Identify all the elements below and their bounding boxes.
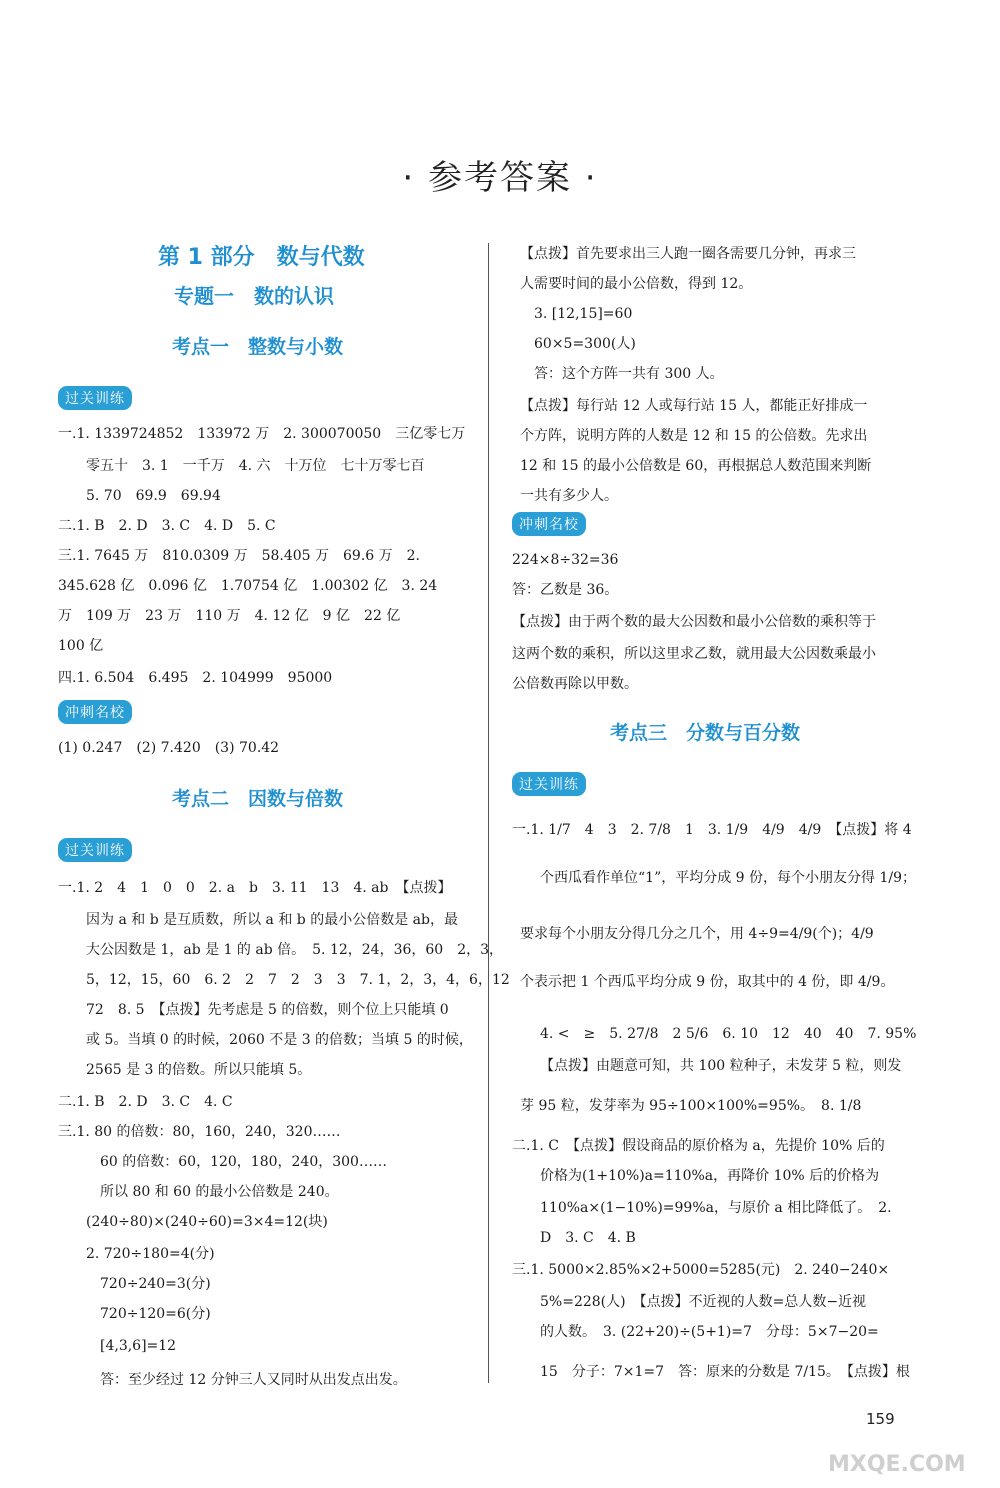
answer-line: 100 亿 [58,638,104,654]
answer-line: 720÷120=6(分) [100,1306,211,1322]
answer-line: 2. 720÷180=4(分) [86,1246,215,1262]
answer-line: 224×8÷32=36 [512,552,619,568]
answer-line: 芽 95 粒，发芽率为 95÷100×100%=95%。 8. 1/8 [520,1098,862,1114]
answer-line: 3. [12,15]=60 [534,306,633,322]
badge-training-1: 过关训练 [58,386,132,410]
answer-line: 这两个数的乘积，所以这里求乙数，就用最大公因数乘最小 [512,646,876,662]
answer-line: 一.1. 2 4 1 0 0 2. a b 3. 11 13 4. ab 【点拨】 [58,880,452,896]
answer-line: [4,3,6]=12 [100,1338,177,1354]
answer-line: 720÷240=3(分) [100,1276,211,1292]
answer-line: 【点拨】每行站 12 人或每行站 15 人，都能正好排成一 [520,398,868,414]
answer-line: 答：这个方阵一共有 300 人。 [534,366,724,382]
answer-line: 60 的倍数：60，120，180，240，300…… [100,1154,387,1170]
topic-heading: 专题一 数的认识 [174,284,334,308]
answer-line: 12 和 15 的最小公倍数是 60，再根据总人数范围来判断 [520,458,872,474]
column-divider [488,243,489,1383]
part-heading: 第 1 部分 数与代数 [158,245,365,270]
answer-line: D 3. C 4. B [540,1230,636,1246]
page-number: 159 [866,1410,895,1428]
answer-line: 答：至少经过 12 分钟三人又同时从出发点出发。 [100,1372,407,1388]
answer-line: 【点拨】由题意可知，共 100 粒种子，未发芽 5 粒，则发 [540,1058,902,1074]
answer-line: 大公因数是 1，ab 是 1 的 ab 倍。 5. 12，24，36，60 2，3， [86,942,504,958]
answer-line: 60×5=300(人) [534,336,636,352]
answer-line: 二.1. C 【点拨】假设商品的原价格为 a，先提价 10% 后的 [512,1138,885,1154]
answer-line: 二.1. B 2. D 3. C 4. C [58,1094,233,1110]
answer-line: 个西瓜看作单位“1”，平均分成 9 份，每个小朋友分得 1/9； [540,870,917,886]
answer-line: 4. < ≥ 5. 27/8 2 5/6 6. 10 12 40 40 7. 95% [540,1026,917,1042]
answer-line: 的人数。 3. (22+20)÷(5+1)=7 分母：5×7−20= [540,1324,879,1340]
answer-line: 四.1. 6.504 6.495 2. 104999 95000 [58,670,333,686]
badge-training-3: 过关训练 [512,772,586,796]
answer-line: 110%a×(1−10%)=99%a，与原价 a 相比降低了。 2. [540,1200,892,1216]
answer-line: 个方阵，说明方阵的人数是 12 和 15 的公倍数。先求出 [520,428,868,444]
badge-challenge-1: 冲刺名校 [58,700,132,724]
answer-line: 价格为(1+10%)a=110%a，再降价 10% 后的价格为 [540,1168,880,1184]
badge-challenge-2: 冲刺名校 [512,512,586,536]
answer-line: 【点拨】首先要求出三人跑一圈各需要几分钟，再求三 [520,246,856,262]
answer-line: 一共有多少人。 [520,488,618,504]
answer-line: 三.1. 80 的倍数：80，160，240，320…… [58,1124,341,1140]
answer-line: 个表示把 1 个西瓜平均分成 9 份，取其中的 4 份，即 4/9。 [520,974,895,990]
answer-line: 或 5。当填 0 的时候，2060 不是 3 的倍数；当填 5 的时候， [86,1032,473,1048]
answer-line: 一.1. 1/7 4 3 2. 7/8 1 3. 1/9 4/9 4/9 【点拨】将 4 [512,822,912,838]
answer-line: 人需要时间的最小公倍数，得到 12。 [520,276,753,292]
answer-line: 5，12，15，60 6. 2 2 7 2 3 3 7. 1，2，3，4，6，12 [86,972,510,988]
answer-line: 因为 a 和 b 是互质数，所以 a 和 b 的最小公倍数是 ab，最 [86,912,458,928]
page-title: · 参考答案 · [402,158,598,198]
watermark: MXQE.COM [828,1452,966,1477]
answer-line: 所以 80 和 60 的最小公倍数是 240。 [100,1184,339,1200]
answer-line: 一.1. 1339724852 133972 万 2. 300070050 三亿零七万 [58,426,466,442]
answer-line: 公倍数再除以甲数。 [512,676,638,692]
answer-line: 2565 是 3 的倍数。所以只能填 5。 [86,1062,312,1078]
section-heading-2: 考点二 因数与倍数 [172,788,344,810]
answer-line: 要求每个小朋友分得几分之几个，用 4÷9=4/9(个)；4/9 [520,926,874,942]
answer-line: 三.1. 5000×2.85%×2+5000=5285(元) 2. 240−240× [512,1262,890,1278]
section-heading-1: 考点一 整数与小数 [172,336,344,358]
answer-line: 15 分子：7×1=7 答：原来的分数是 7/15。 【点拨】根 [540,1364,910,1380]
answer-line: 零五十 3. 1 一千万 4. 六 十万位 七十万零七百 [86,458,425,474]
answer-line: 5%=228(人) 【点拨】不近视的人数=总人数−近视 [540,1294,867,1310]
badge-training-2: 过关训练 [58,838,132,862]
answer-line: 72 8. 5 【点拨】先考虑是 5 的倍数，则个位上只能填 0 [86,1002,449,1018]
answer-line: 【点拨】由于两个数的最大公因数和最小公倍数的乘积等于 [512,614,876,630]
answer-line: 万 109 万 23 万 110 万 4. 12 亿 9 亿 22 亿 [58,608,401,624]
answer-line: (1) 0.247 (2) 7.420 (3) 70.42 [58,740,280,756]
answer-line: 345.628 亿 0.096 亿 1.70754 亿 1.00302 亿 3. 24 [58,578,438,594]
answer-line: 二.1. B 2. D 3. C 4. D 5. C [58,518,276,534]
answer-line: 5. 70 69.9 69.94 [86,488,221,504]
answer-line: (240÷80)×(240÷60)=3×4=12(块) [86,1214,328,1230]
answer-line: 三.1. 7645 万 810.0309 万 58.405 万 69.6 万 2. [58,548,421,564]
answer-line: 答：乙数是 36。 [512,582,619,598]
section-heading-3: 考点三 分数与百分数 [610,722,801,744]
